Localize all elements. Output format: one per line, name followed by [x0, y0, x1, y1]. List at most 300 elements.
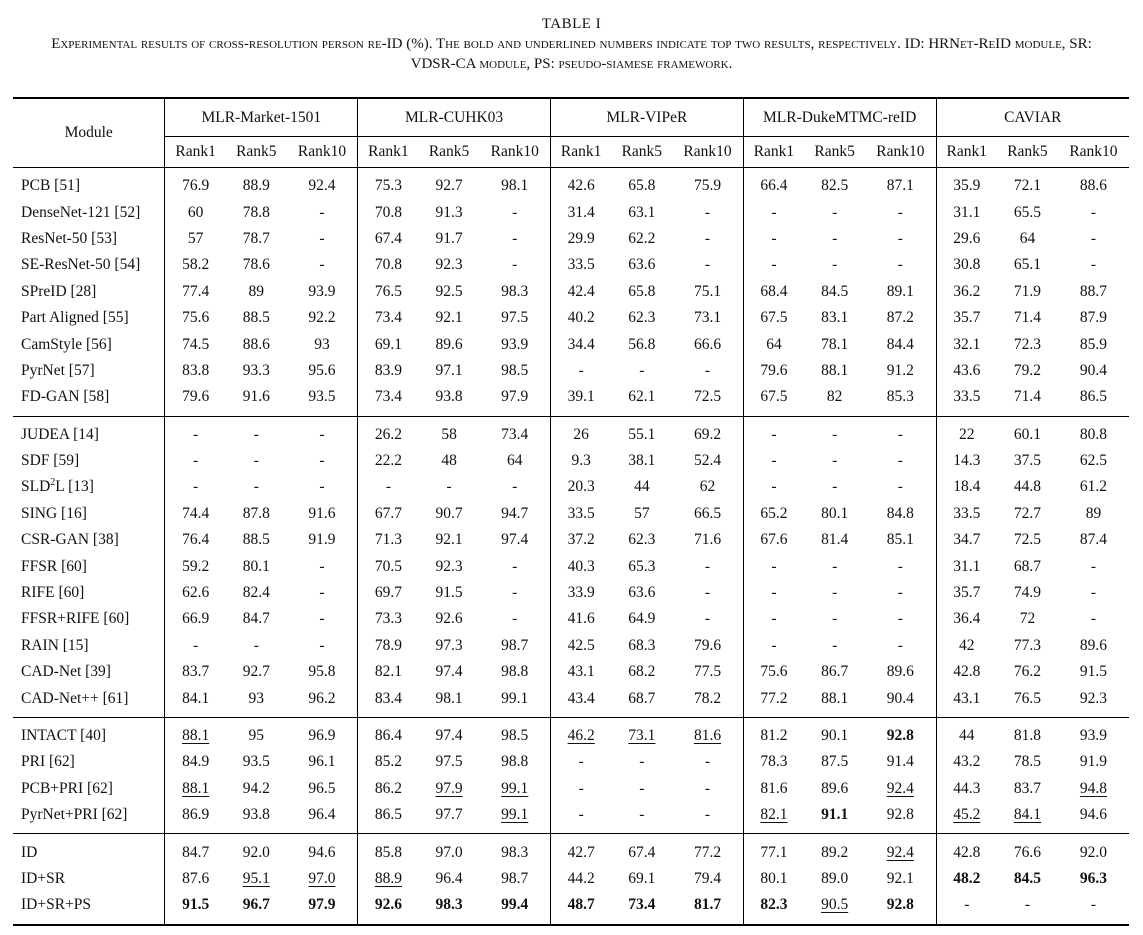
value-cell: -: [832, 229, 838, 247]
value-cell: 93.8: [242, 806, 270, 824]
value-cell: 91.5: [435, 584, 463, 602]
value-cell: -: [287, 416, 358, 448]
table-row: [13, 305, 1129, 331]
value-cell: 92.3: [1079, 689, 1108, 707]
value-cell: 52.4: [693, 452, 722, 470]
value-cell: -: [1090, 256, 1097, 274]
value-cell: 69.1: [628, 869, 656, 887]
value-cell: 77.5: [693, 663, 722, 681]
value-cell: 55.1: [611, 416, 672, 448]
value-cell: 92.0: [226, 834, 287, 866]
results-table: [13, 97, 1129, 926]
value-cell: 33.9: [550, 580, 611, 606]
value-cell: -: [319, 584, 325, 602]
table-row: [13, 168, 1129, 200]
value-cell: 84.1: [1013, 806, 1042, 824]
value-cell: 14.3: [936, 448, 997, 474]
value-cell: 79.6: [743, 358, 804, 384]
metric-header: Rank1: [743, 137, 804, 168]
value-cell: 33.5: [550, 501, 611, 527]
value-cell: -: [550, 802, 611, 834]
value-cell: 96.5: [308, 779, 336, 797]
value-cell: 32.1: [936, 331, 997, 357]
table-row: [13, 358, 1129, 384]
value-cell: -: [704, 753, 711, 771]
value-cell: 89.6: [435, 335, 463, 353]
value-cell: 74.5: [165, 331, 226, 357]
value-cell: 91.6: [308, 504, 336, 522]
value-cell: 84.1: [165, 685, 226, 717]
value-cell: -: [743, 416, 804, 448]
value-cell: 91.5: [165, 892, 226, 924]
value-cell: 31.1: [936, 553, 997, 579]
value-cell: 76.9: [165, 168, 226, 200]
dataset-header: CAVIAR: [936, 98, 1129, 137]
value-cell: 75.3: [358, 168, 419, 200]
value-cell: -: [997, 892, 1058, 924]
value-cell: 85.2: [358, 749, 419, 775]
module-name: SDF [59]: [21, 452, 80, 470]
value-cell: 34.4: [550, 331, 611, 357]
table-row: [13, 580, 1129, 606]
value-cell: 69.1: [358, 331, 419, 357]
value-cell: 83.8: [165, 358, 226, 384]
value-cell: -: [704, 779, 711, 797]
value-cell: 60.1: [997, 416, 1058, 448]
value-cell: 62.1: [628, 388, 656, 406]
value-cell: 72: [1019, 610, 1036, 628]
value-cell: 44: [634, 478, 650, 496]
value-cell: 94.8: [1079, 779, 1108, 797]
value-cell: -: [897, 584, 903, 602]
value-cell: -: [704, 806, 711, 824]
value-cell: -: [446, 478, 452, 496]
value-cell: 96.7: [226, 892, 287, 924]
value-cell: -: [639, 779, 645, 797]
table-row: [13, 199, 1129, 225]
value-cell: -: [165, 633, 226, 659]
value-cell: -: [704, 256, 711, 274]
value-cell: -: [1090, 229, 1097, 247]
value-cell: -: [743, 252, 804, 278]
value-cell: 88.1: [821, 689, 849, 707]
value-cell: 78.9: [358, 633, 419, 659]
value-cell: 90.4: [1079, 361, 1108, 379]
value-cell: 38.1: [628, 452, 656, 470]
value-cell: -: [1090, 610, 1097, 628]
module-name: FFSR+RIFE [60]: [21, 610, 130, 628]
module-name: SLD$^2$L [13]: [21, 477, 94, 496]
value-cell: 89.6: [886, 663, 914, 681]
value-cell: 88.6: [1058, 168, 1129, 200]
value-cell: 96.9: [287, 717, 358, 749]
value-cell: 97.3: [435, 636, 463, 654]
value-cell: 93.5: [242, 753, 270, 771]
module-name: JUDEA [14]: [13, 416, 165, 448]
value-cell: 92.3: [435, 557, 463, 575]
value-cell: 94.2: [242, 779, 270, 797]
metric-header: Rank5: [226, 137, 287, 168]
value-cell: 93.5: [308, 388, 336, 406]
dataset-header: MLR-VIPeR: [550, 98, 743, 137]
value-cell: -: [897, 452, 903, 470]
value-cell: -: [832, 636, 838, 654]
value-cell: 93: [248, 689, 265, 707]
value-cell: -: [743, 474, 804, 500]
value-cell: 75.6: [165, 305, 226, 331]
value-cell: 84.9: [165, 749, 226, 775]
value-cell: 84.5: [821, 282, 849, 300]
value-cell: 75.6: [743, 659, 804, 685]
value-cell: 85.9: [1079, 335, 1108, 353]
value-cell: 46.2: [550, 717, 611, 749]
value-cell: -: [704, 557, 711, 575]
value-cell: -: [639, 361, 645, 379]
value-cell: -: [512, 557, 518, 575]
value-cell: 26.2: [358, 416, 419, 448]
value-cell: 63.6: [628, 584, 656, 602]
value-cell: 29.6: [936, 226, 997, 252]
module-name: INTACT [40]: [13, 717, 165, 749]
value-cell: 82.1: [358, 659, 419, 685]
value-cell: 99.1: [501, 779, 529, 797]
value-cell: -: [832, 452, 838, 470]
value-cell: 57: [634, 504, 650, 522]
value-cell: 89.6: [821, 779, 849, 797]
value-cell: 90.4: [886, 689, 914, 707]
value-cell: 78.3: [743, 749, 804, 775]
table-row: [13, 802, 1129, 834]
value-cell: 76.6: [997, 834, 1058, 866]
metric-header: Rank5: [997, 137, 1058, 168]
value-cell: 77.4: [165, 279, 226, 305]
value-cell: -: [743, 226, 804, 252]
value-cell: 34.7: [936, 527, 997, 553]
module-name: PyrNet+PRI [62]: [21, 806, 128, 824]
value-cell: -: [743, 448, 804, 474]
module-name: DenseNet-121 [52]: [21, 203, 141, 221]
metric-header: Rank10: [480, 137, 551, 168]
value-cell: 90.7: [435, 504, 463, 522]
value-cell: -: [832, 610, 838, 628]
value-cell: -: [897, 203, 903, 221]
value-cell: 85.1: [886, 531, 914, 549]
value-cell: 84.8: [886, 504, 914, 522]
value-cell: -: [639, 806, 645, 824]
table-row: [13, 553, 1129, 579]
value-cell: 74.4: [165, 501, 226, 527]
value-cell: 92.6: [435, 610, 463, 628]
value-cell: 81.4: [821, 531, 849, 549]
value-cell: 70.8: [358, 199, 419, 225]
value-cell: 80.1: [242, 557, 270, 575]
value-cell: 44.8: [1013, 478, 1042, 496]
value-cell: 56.8: [628, 335, 656, 353]
value-cell: -: [897, 557, 903, 575]
value-cell: 64: [506, 452, 523, 470]
value-cell: -: [512, 229, 518, 247]
value-cell: 65.2: [743, 501, 804, 527]
value-cell: 29.9: [550, 226, 611, 252]
metric-header: Rank10: [672, 137, 743, 168]
value-cell: 31.1: [936, 199, 997, 225]
value-cell: 95.6: [308, 361, 336, 379]
value-cell: -: [253, 636, 259, 654]
value-cell: -: [319, 256, 325, 274]
value-cell: 82: [826, 388, 843, 406]
value-cell: 98.5: [501, 361, 529, 379]
value-cell: 66.5: [693, 504, 722, 522]
value-cell: 91.3: [435, 203, 463, 221]
value-cell: 87.1: [865, 168, 936, 200]
table-row: [13, 717, 1129, 749]
value-cell: 93.3: [242, 361, 270, 379]
value-cell: 48.7: [550, 892, 611, 924]
value-cell: 58: [419, 416, 480, 448]
value-cell: 73.1: [693, 309, 722, 327]
value-cell: 84.4: [886, 335, 914, 353]
value-cell: 69.7: [358, 580, 419, 606]
value-cell: -: [832, 557, 838, 575]
value-cell: -: [832, 203, 838, 221]
value-cell: 92.8: [865, 892, 936, 924]
value-cell: 76.5: [358, 279, 419, 305]
value-cell: 70.8: [358, 252, 419, 278]
value-cell: 75.1: [693, 282, 722, 300]
value-cell: 73.3: [358, 606, 419, 632]
value-cell: 85.8: [358, 834, 419, 866]
value-cell: 58.2: [165, 252, 226, 278]
value-cell: 82.3: [743, 892, 804, 924]
value-cell: 87.4: [1079, 531, 1108, 549]
table-row: [13, 416, 1129, 448]
value-cell: 36.2: [936, 279, 997, 305]
value-cell: 90.1: [804, 717, 865, 749]
value-cell: -: [743, 633, 804, 659]
value-cell: 86.4: [358, 717, 419, 749]
value-cell: 90.5: [804, 892, 865, 924]
table-row: [13, 279, 1129, 305]
value-cell: 92.1: [886, 869, 914, 887]
table-row: [13, 749, 1129, 775]
value-cell: 33.5: [936, 384, 997, 416]
value-cell: -: [550, 749, 611, 775]
value-cell: 91.2: [886, 361, 914, 379]
value-cell: 93: [314, 335, 330, 353]
table-row: [13, 448, 1129, 474]
value-cell: -: [743, 606, 804, 632]
module-header: Module: [13, 98, 165, 168]
value-cell: 86.5: [358, 802, 419, 834]
value-cell: -: [1058, 892, 1129, 924]
value-cell: 31.4: [550, 199, 611, 225]
value-cell: 97.4: [419, 717, 480, 749]
value-cell: -: [704, 584, 711, 602]
value-cell: -: [897, 610, 903, 628]
value-cell: 48: [441, 452, 457, 470]
value-cell: 60: [165, 199, 226, 225]
value-cell: 87.6: [165, 866, 226, 892]
value-cell: 77.3: [1013, 636, 1042, 654]
value-cell: 64.9: [628, 610, 656, 628]
metric-header: Rank5: [419, 137, 480, 168]
value-cell: 37.2: [550, 527, 611, 553]
value-cell: -: [639, 753, 645, 771]
value-cell: 77.2: [743, 685, 804, 717]
value-cell: -: [319, 478, 325, 496]
value-cell: 69.2: [672, 416, 743, 448]
table-title: TABLE I: [541, 16, 602, 32]
value-cell: -: [897, 256, 903, 274]
value-cell: 73.1: [611, 717, 672, 749]
value-cell: 98.8: [501, 753, 529, 771]
metric-header: Rank5: [804, 137, 865, 168]
value-cell: 42.8: [936, 834, 997, 866]
value-cell: 48.2: [936, 866, 997, 892]
value-cell: 44: [936, 717, 997, 749]
value-cell: -: [226, 416, 287, 448]
value-cell: 66.9: [165, 606, 226, 632]
value-cell: 63.1: [628, 203, 656, 221]
value-cell: 67.6: [743, 527, 804, 553]
value-cell: 65.8: [628, 282, 656, 300]
value-cell: 98.5: [480, 717, 551, 749]
value-cell: 92.1: [435, 309, 463, 327]
value-cell: 83.1: [821, 309, 849, 327]
value-cell: 74.9: [1013, 584, 1042, 602]
value-cell: 67.4: [611, 834, 672, 866]
value-cell: 79.4: [693, 869, 722, 887]
value-cell: 93.9: [501, 335, 529, 353]
value-cell: -: [865, 416, 936, 448]
value-cell: 97.7: [435, 806, 463, 824]
value-cell: 99.1: [501, 689, 529, 707]
value-cell: 70.5: [358, 553, 419, 579]
value-cell: -: [550, 776, 611, 802]
table-row: [13, 776, 1129, 802]
value-cell: 83.7: [1013, 779, 1042, 797]
value-cell: 80.8: [1058, 416, 1129, 448]
value-cell: 91.9: [308, 531, 336, 549]
value-cell: 91.9: [1079, 753, 1108, 771]
value-cell: 88.1: [821, 361, 849, 379]
value-cell: 88.1: [165, 717, 226, 749]
value-cell: 42.7: [550, 834, 611, 866]
value-cell: 87.2: [886, 309, 914, 327]
value-cell: 41.6: [550, 606, 611, 632]
value-cell: 96.1: [308, 753, 336, 771]
value-cell: 71.9: [1013, 282, 1042, 300]
value-cell: 87.8: [242, 504, 270, 522]
value-cell: 71.4: [1013, 309, 1042, 327]
value-cell: 85.3: [886, 388, 914, 406]
value-cell: -: [704, 229, 711, 247]
metric-header: Rank10: [1058, 137, 1129, 168]
value-cell: 64: [1019, 229, 1036, 247]
value-cell: 96.2: [308, 689, 336, 707]
value-cell: 86.7: [821, 663, 849, 681]
value-cell: 81.2: [743, 717, 804, 749]
value-cell: 98.8: [501, 663, 529, 681]
value-cell: 73.4: [611, 892, 672, 924]
value-cell: 92.4: [287, 168, 358, 200]
value-cell: -: [704, 203, 711, 221]
value-cell: 81.8: [997, 717, 1058, 749]
value-cell: -: [743, 580, 804, 606]
metric-header: Rank1: [936, 137, 997, 168]
value-cell: -: [512, 610, 518, 628]
value-cell: 73.4: [480, 416, 551, 448]
value-cell: -: [165, 474, 226, 500]
value-cell: 42.5: [550, 633, 611, 659]
value-cell: 79.6: [165, 384, 226, 416]
value-cell: 98.3: [480, 834, 551, 866]
table-row: [13, 331, 1129, 357]
table-caption: [0, 0, 1143, 74]
value-cell: -: [897, 636, 903, 654]
value-cell: 68.7: [1013, 557, 1042, 575]
value-cell: -: [512, 584, 518, 602]
value-cell: 97.5: [435, 753, 463, 771]
value-cell: 93.8: [435, 388, 463, 406]
value-cell: 65.1: [1013, 256, 1042, 274]
value-cell: 71.4: [1013, 388, 1042, 406]
value-cell: -: [319, 203, 325, 221]
value-cell: -: [319, 452, 325, 470]
value-cell: -: [1090, 557, 1097, 575]
value-cell: 88.5: [242, 309, 270, 327]
value-cell: 72.7: [1013, 504, 1042, 522]
value-cell: 91.5: [1079, 663, 1108, 681]
value-cell: 72.3: [1013, 335, 1042, 353]
value-cell: -: [704, 610, 711, 628]
value-cell: 57: [165, 226, 226, 252]
module-name: RAIN [15]: [21, 636, 89, 654]
value-cell: 65.8: [611, 168, 672, 200]
table-row: [13, 252, 1129, 278]
value-cell: 44.2: [550, 866, 611, 892]
value-cell: 87.5: [821, 753, 849, 771]
value-cell: 89.0: [821, 869, 849, 887]
value-cell: 35.7: [936, 580, 997, 606]
value-cell: 78.5: [1013, 753, 1042, 771]
value-cell: 81.7: [672, 892, 743, 924]
value-cell: 43.4: [550, 685, 611, 717]
table-body: [13, 168, 1129, 925]
table-row: [13, 384, 1129, 416]
value-cell: 98.3: [419, 892, 480, 924]
value-cell: 62.2: [628, 229, 656, 247]
value-cell: 91.7: [435, 229, 463, 247]
value-cell: 20.3: [550, 474, 611, 500]
value-cell: -: [253, 452, 259, 470]
value-cell: 30.8: [936, 252, 997, 278]
module-name: CAD-Net [39]: [21, 663, 111, 681]
module-name: ID: [13, 834, 165, 866]
value-cell: -: [743, 553, 804, 579]
value-cell: 71.3: [358, 527, 419, 553]
value-cell: 79.6: [693, 636, 722, 654]
table-row: [13, 226, 1129, 252]
value-cell: 80.1: [821, 504, 849, 522]
value-cell: 82.1: [743, 802, 804, 834]
value-cell: 78.2: [693, 689, 722, 707]
value-cell: 83.9: [358, 358, 419, 384]
table-header: [13, 98, 1129, 168]
value-cell: -: [512, 256, 518, 274]
value-cell: 84.7: [165, 834, 226, 866]
value-cell: 76.4: [165, 527, 226, 553]
